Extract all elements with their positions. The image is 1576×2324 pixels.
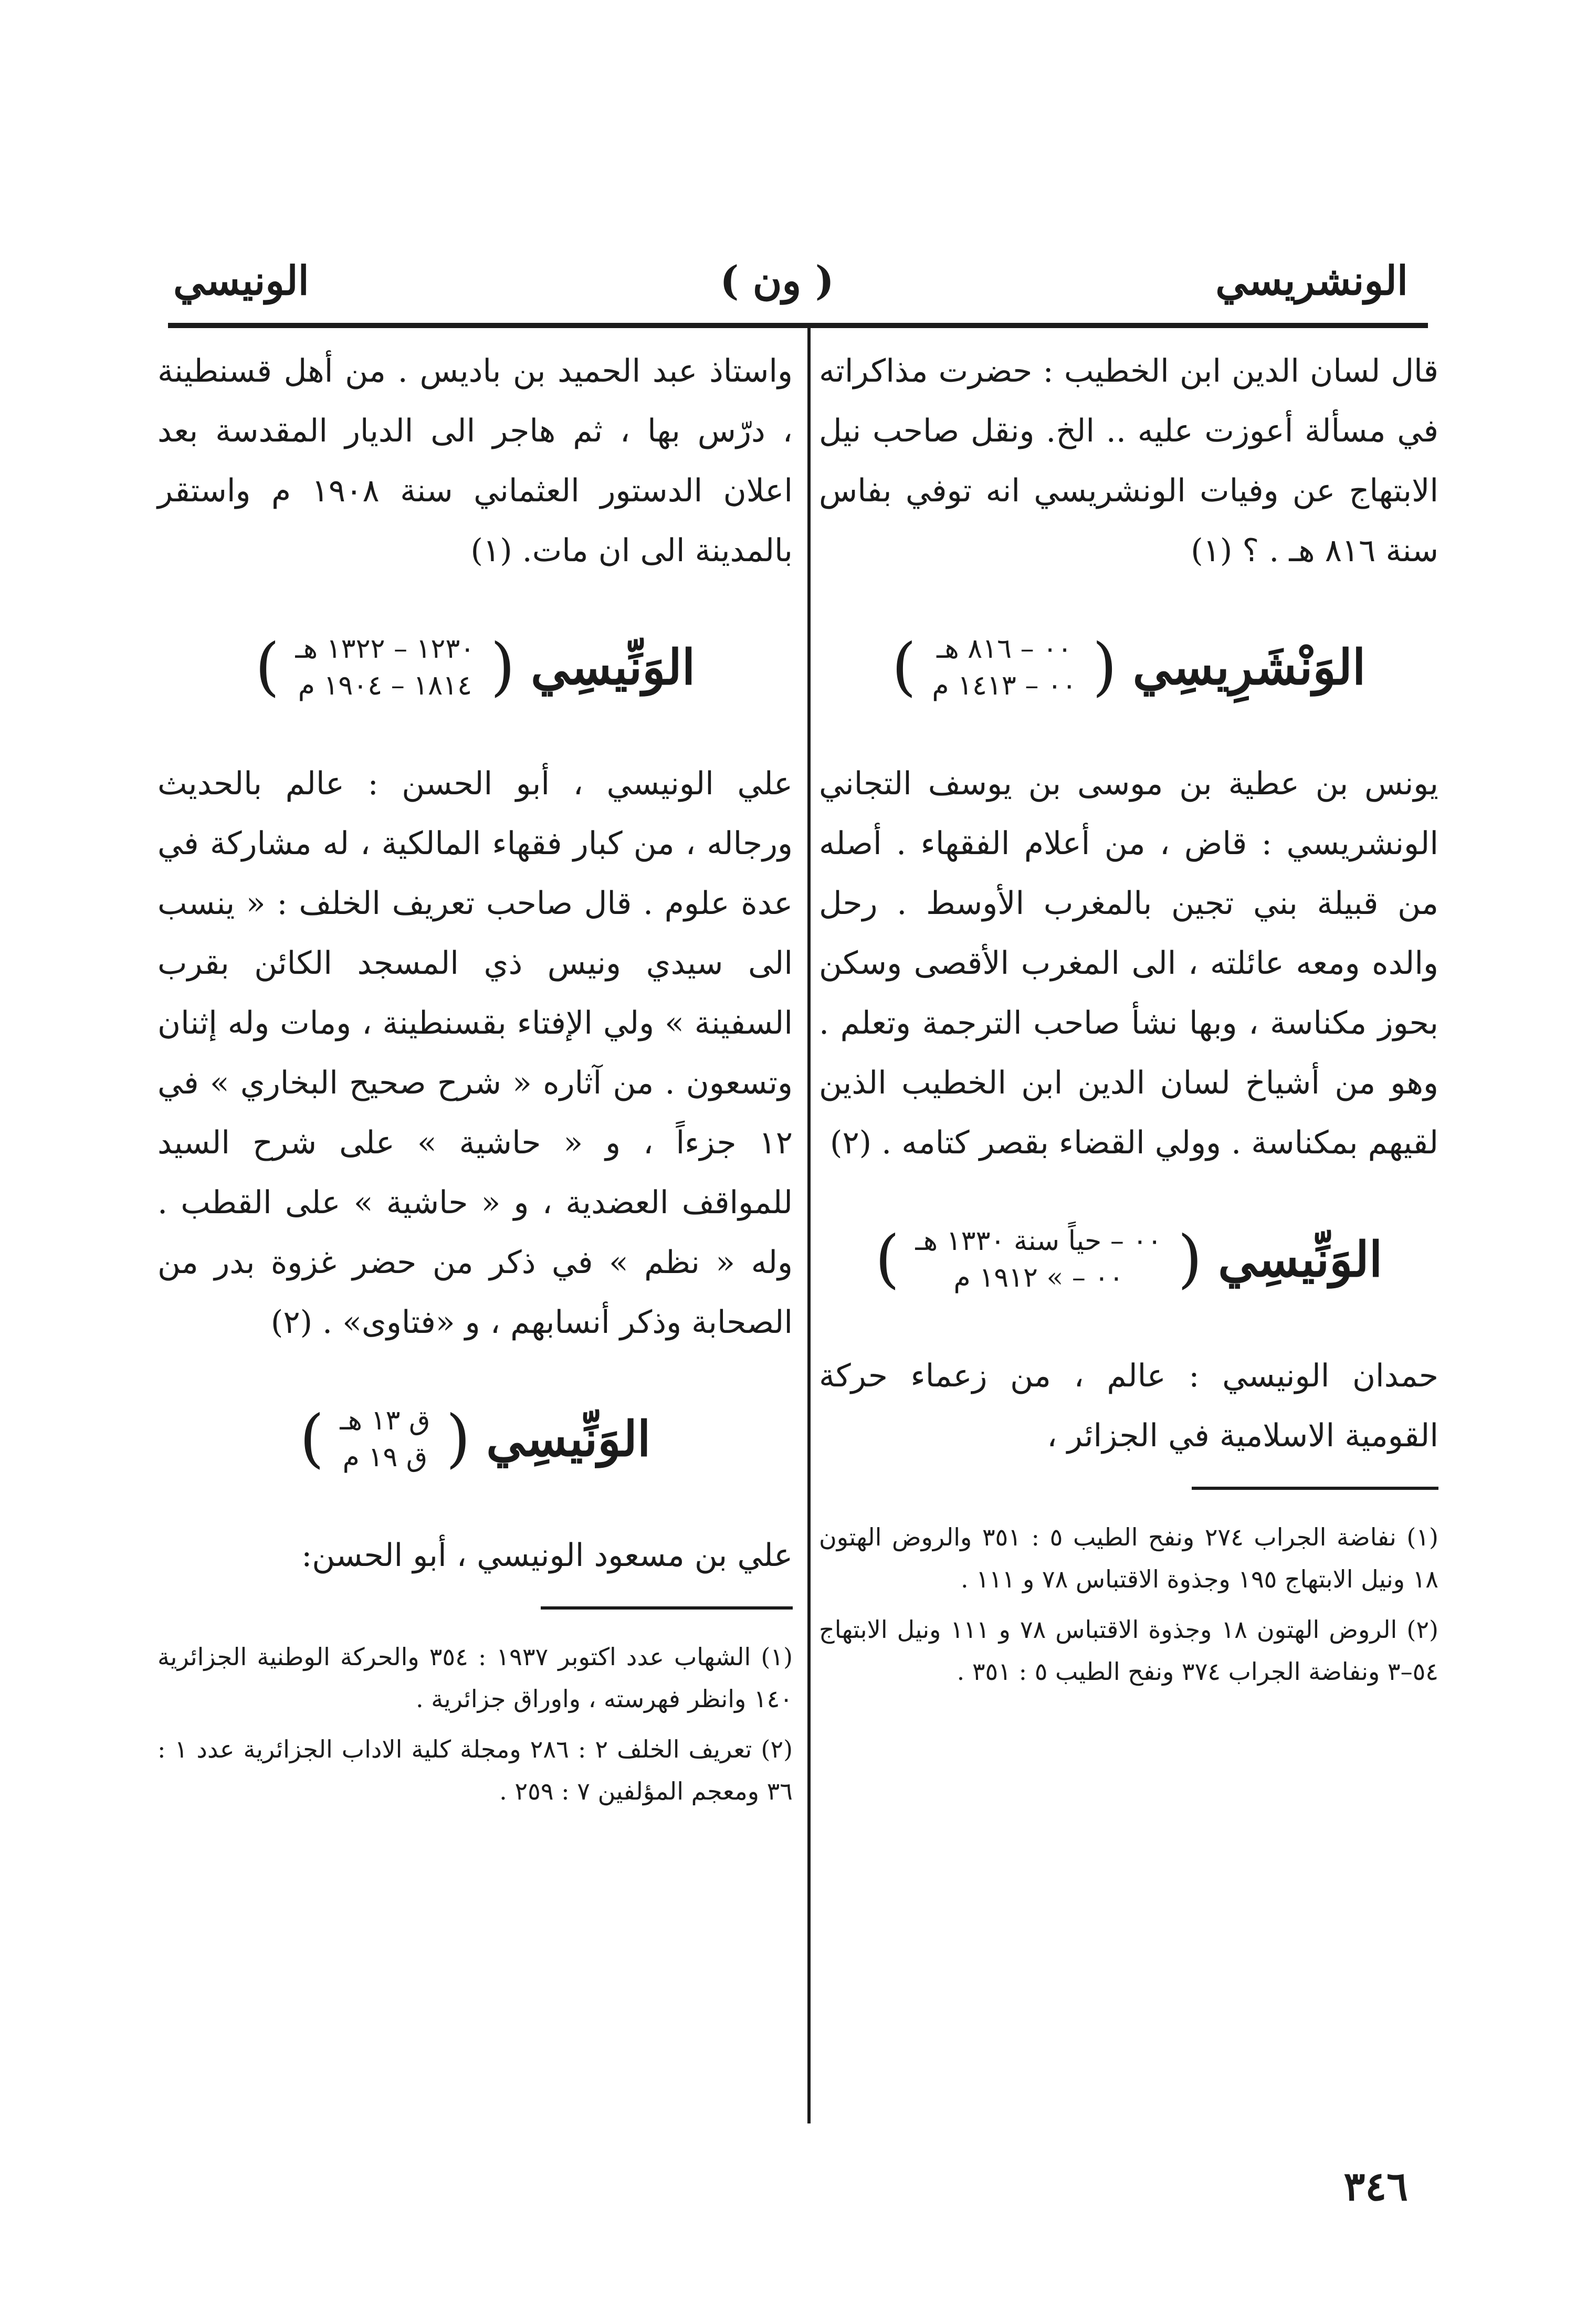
left-column [157, 341, 793, 1821]
dates-hijri: ق ١٣ هـ [340, 1405, 430, 1436]
close-bracket: ) [891, 630, 917, 703]
footnote-rule [541, 1606, 793, 1610]
entry-dates [296, 630, 475, 704]
footnote-rule [1192, 1487, 1438, 1490]
dates-gregorian: ٠٠ – ١٤١٣ م [932, 670, 1077, 701]
dates-hijri: ٠٠ – ٨١٦ هـ [937, 633, 1072, 665]
right-paragraph-1: قال لسان الدين ابن الخطيب : حضرت مذاكراته في مسألة أعوزت عليه .. الخ. ونقل صاحب نيل الابتهاج عن وفيات الونشريسي انه توفي بفاس سنة ٨١٦ هـ . ؟ (١) [819, 353, 1438, 569]
left-paragraph-3: علي بن مسعود الونيسي ، أبو الحسن: [301, 1537, 793, 1574]
entry-dates [916, 1223, 1162, 1296]
close-bracket: ) [299, 1402, 324, 1475]
entry-name: الوَنِّيسِي [531, 639, 696, 696]
running-head-right: الونشريسي [1215, 257, 1408, 304]
column-divider [807, 328, 811, 2123]
entry-name: الوَنْشَرِيسِي [1132, 639, 1366, 696]
entry-dates [340, 1402, 430, 1476]
entry-name: الوَنِّيسِي [1218, 1231, 1383, 1288]
footnote-1: (١) نفاضة الجراب ٢٧٤ ونفح الطيب ٥ : ٣٥١ والروض الهتون ١٨ ونيل الابتهاج ١٩٥ وجذوة الاقتباس ٧٨ و ١١١ . [819, 1523, 1438, 1593]
entry-name: الوَنِّيسِي [486, 1411, 651, 1467]
entry-heading-wannisi-ali [157, 581, 793, 754]
open-bracket: ( [1092, 630, 1117, 703]
entry-heading-wannisi-hamdan [819, 1173, 1438, 1346]
right-paragraph-2: يونس بن عطية بن موسى بن يوسف التجاني الونشريسي : قاض ، من أعلام الفقهاء . أصله من قبيلة بني تجين بالمغرب الأوسط . رحل والده ومعه عائلته ، الى المغرب الأقصى وسكن بحوز مكناسة ، وبها نشأ صاحب الترجمة وتعلم . وهو من أشياخ لسان الدين ابن الخطيب الذين لقيهم بمكناسة . وولي القضاء بقصر كتامه . (٢) [819, 765, 1438, 1161]
dates-gregorian: ١٨١٤ – ١٩٠٤ م [298, 670, 472, 701]
open-bracket: ( [490, 630, 516, 703]
entry-heading-wansharisi [819, 581, 1438, 754]
left-paragraph-1: واستاذ عبد الحميد بن باديس . من أهل قسنطينة ، درّس بها ، ثم هاجر الى الديار المقدسة بعد اعلان الدستور العثماني سنة ١٩٠٨ م واستقر بالمدينة الى ان مات. (١) [157, 353, 793, 569]
open-bracket: ( [1178, 1223, 1203, 1296]
running-head-left: الونيسي [173, 257, 309, 304]
dates-gregorian: ق ١٩ م [342, 1442, 428, 1473]
open-bracket: ( [446, 1402, 471, 1475]
dates-hijri: ١٢٣٠ – ١٣٢٢ هـ [295, 633, 475, 665]
right-paragraph-3: حمدان الونيسي : عالم ، من زعماء حركة القومية الاسلامية في الجزائر ، [819, 1358, 1438, 1454]
header-rule [168, 323, 1428, 328]
close-bracket: ) [875, 1223, 900, 1296]
footnote-2: (٢) الروض الهتون ١٨ وجذوة الاقتباس ٧٨ و ١١١ ونيل الابتهاج ٥٤–٣ ونفاضة الجراب ٣٧٤ ونفح الطيب ٥ : ٣٥١ . [819, 1615, 1438, 1686]
running-head-letters: ( ون ) [720, 257, 834, 304]
footnote-2: (٢) تعريف الخلف ٢ : ٢٨٦ ومجلة كلية الاداب الجزائرية عدد ١ : ٣٦ ومعجم المؤلفين ٧ : ٢٥٩ . [157, 1735, 793, 1805]
dates-hijri: ٠٠ – حياً سنة ١٣٣٠ هـ [915, 1225, 1162, 1257]
entry-heading-wannisi-masud [157, 1352, 793, 1526]
entry-dates [932, 630, 1076, 704]
left-paragraph-2: علي الونيسي ، أبو الحسن : عالم بالحديث ورجاله ، من كبار فقهاء المالكية ، له مشاركة في عدة علوم . قال صاحب تعريف الخلف : « ينسب الى سيدي ونيس ذي المسجد الكائن بقرب السفينة » ولي الإفتاء بقسنطينة ، ومات وله إثنان وتسعون . من آثاره « شرح صحيح البخاري » في ١٢ جزءاً ، و « حاشية » على شرح السيد للمواقف العضدية ، و « حاشية » على القطب . وله « نظم » في ذكر من حضر غزوة بدر من الصحابة وذكر أنسابهم ، و «فتاوى» . (٢) [157, 765, 793, 1341]
page-number: ٣٤٦ [1343, 2163, 1408, 2210]
right-column [819, 341, 1438, 1701]
footnote-1: (١) الشهاب عدد اكتوبر ١٩٣٧ : ٣٥٤ والحركة الوطنية الجزائرية ١٤٠ وانظر فهرسته ، واوراق جزائرية . [157, 1643, 793, 1713]
dates-gregorian: ٠٠ – » ١٩١٢ م [953, 1262, 1124, 1294]
close-bracket: ) [255, 630, 280, 703]
